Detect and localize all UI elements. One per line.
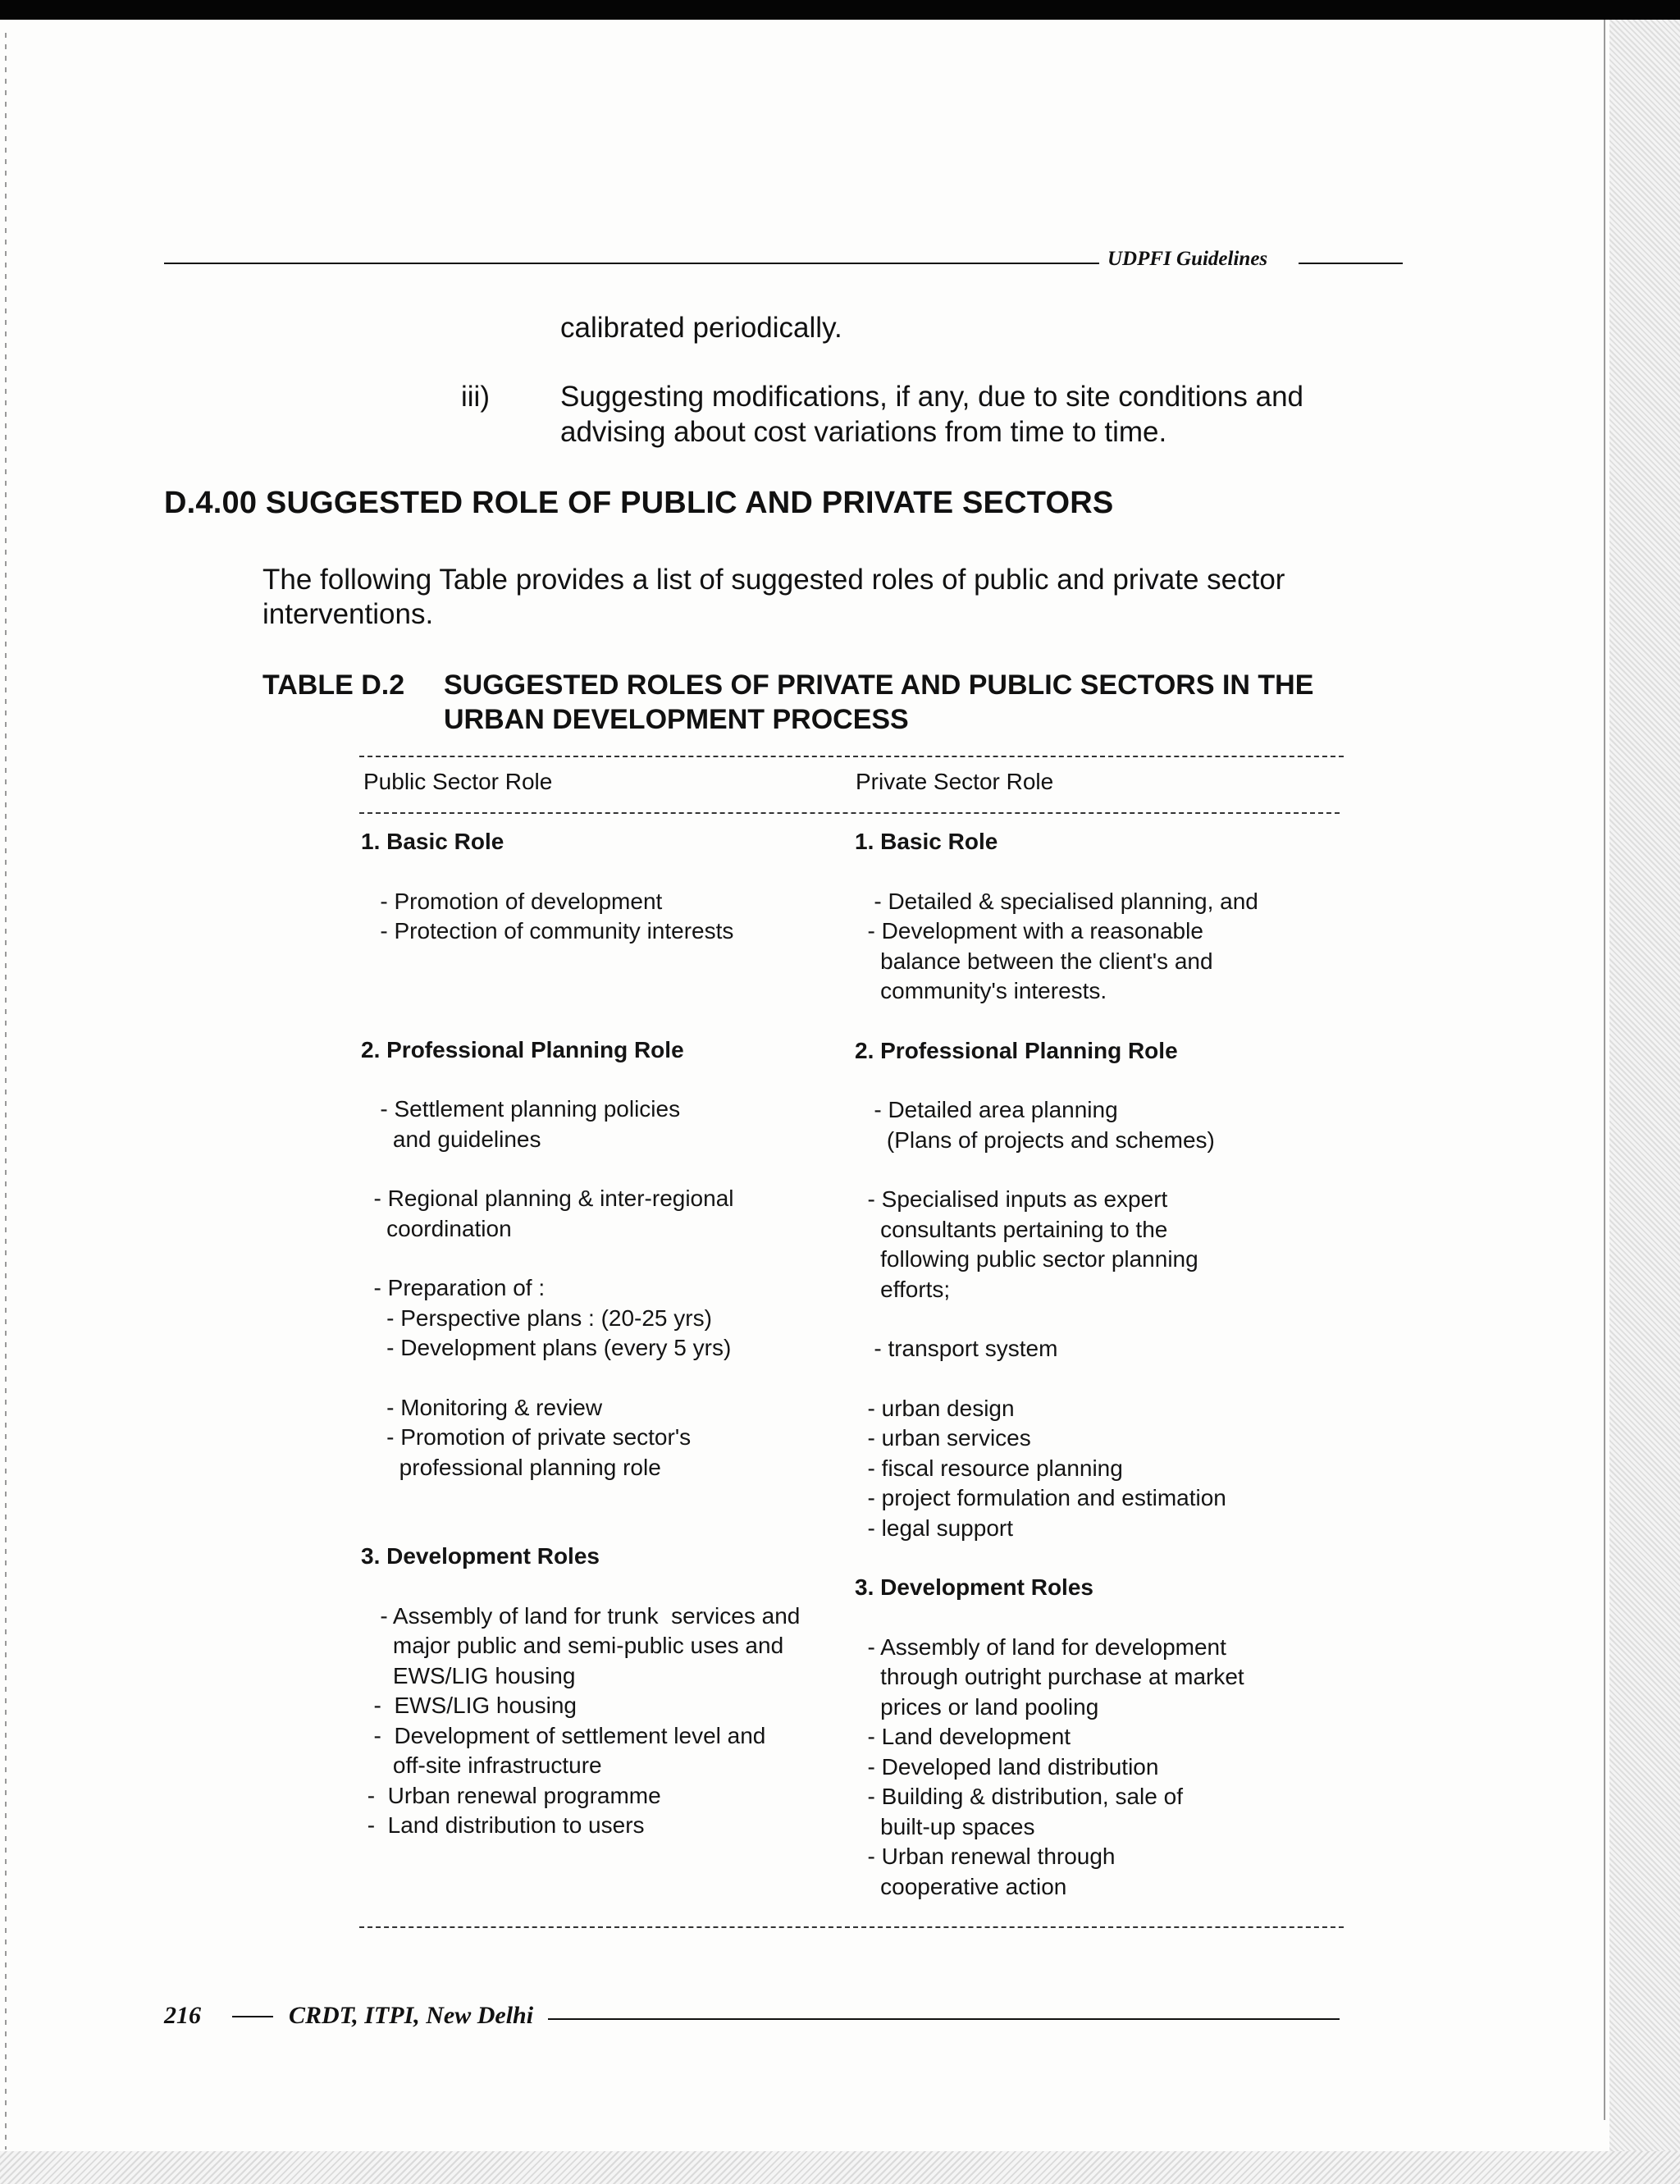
role-item: built-up spaces: [855, 1813, 1035, 1839]
role-item: - fiscal resource planning: [855, 1455, 1123, 1481]
row-spacer: [855, 1066, 1258, 1095]
role-item: - Settlement planning policies: [361, 1096, 681, 1122]
scan-bottom-noise: [0, 2151, 1680, 2184]
role-item: - EWS/LIG housing: [361, 1693, 577, 1718]
row-spacer: [361, 1006, 800, 1035]
role-item: - Development with a reasonable: [855, 918, 1203, 944]
list-item-iii-line2: advising about cost variations from time to time.: [560, 416, 1167, 448]
table-title-line2: URBAN DEVELOPMENT PROCESS: [444, 704, 909, 735]
row-spacer: [361, 857, 800, 887]
list-marker-iii: iii): [461, 381, 490, 413]
role-item: - Protection of community interests: [361, 918, 734, 944]
row-spacer: [361, 1244, 800, 1273]
role-item: - Urban renewal programme: [361, 1782, 661, 1808]
role-item: major public and semi-public uses and: [361, 1633, 784, 1658]
role-heading: 2. Professional Planning Role: [855, 1037, 1178, 1063]
scan-right-noise: [1609, 20, 1680, 2184]
section-paragraph-line1: The following Table provides a list of suggested roles of public and private sector: [262, 564, 1285, 596]
section-heading: D.4.00 SUGGESTED ROLE OF PUBLIC AND PRIVATE SECTORS: [164, 486, 1114, 520]
row-spacer: [361, 1572, 800, 1601]
role-item: - project formulation and estimation: [855, 1485, 1226, 1510]
role-item: - Developed land distribution: [855, 1753, 1159, 1780]
row-spacer: [855, 1155, 1258, 1185]
role-item: - Detailed & specialised planning, and: [855, 888, 1258, 914]
role-item: - Perspective plans : (20-25 yrs): [361, 1304, 712, 1331]
role-item: - Development plans (every 5 yrs): [361, 1335, 732, 1360]
role-item: prices or land pooling: [855, 1693, 1099, 1720]
header-rule-left: [164, 263, 1099, 264]
row-spacer: [361, 1364, 800, 1393]
column-header-private: Private Sector Role: [856, 769, 1054, 794]
role-item: - Promotion of development: [361, 888, 663, 914]
role-item: consultants pertaining to the: [855, 1216, 1168, 1242]
row-spacer: [361, 947, 800, 976]
role-item: balance between the client's and: [855, 948, 1213, 974]
role-item: - transport system: [855, 1336, 1058, 1361]
role-item: efforts;: [855, 1276, 951, 1302]
header-rule-right: [1299, 263, 1403, 264]
role-item: and guidelines: [361, 1126, 541, 1152]
footer-dash: [232, 2016, 273, 2017]
role-item: (Plans of projects and schemes): [855, 1126, 1215, 1153]
role-item: - urban services: [855, 1425, 1031, 1451]
role-item: - Promotion of private sector's: [361, 1424, 692, 1450]
private-sector-column: [855, 827, 1258, 1902]
role-item: - urban design: [855, 1395, 1015, 1421]
row-spacer: [361, 976, 800, 1006]
footer-publisher: CRDT, ITPI, New Delhi: [289, 2002, 534, 2029]
role-item: - Land development: [855, 1724, 1071, 1749]
row-spacer: [855, 1603, 1258, 1633]
table-rule-header: [359, 812, 1340, 814]
role-item: EWS/LIG housing: [361, 1662, 576, 1688]
role-item: through outright purchase at market: [855, 1664, 1244, 1689]
page-right-edge: [1604, 20, 1605, 2120]
row-spacer: [361, 1065, 800, 1094]
footer-rule: [548, 2018, 1340, 2020]
role-item: - Assembly of land for trunk services and: [361, 1602, 801, 1629]
scan-left-edge: [5, 33, 7, 2150]
table-label: TABLE D.2: [262, 669, 405, 701]
row-spacer: [855, 857, 1258, 887]
role-item: - Assembly of land for development: [855, 1633, 1226, 1660]
row-spacer: [855, 1007, 1258, 1036]
table-title-line1: SUGGESTED ROLES OF PRIVATE AND PUBLIC SECTORS IN THE: [444, 669, 1314, 701]
role-item: - Building & distribution, sale of: [855, 1784, 1183, 1809]
scan-top-border: [0, 0, 1680, 20]
role-item: following public sector planning: [855, 1246, 1198, 1272]
continuation-line: calibrated periodically.: [560, 312, 842, 344]
role-item: - Specialised inputs as expert: [855, 1186, 1168, 1212]
running-header: UDPFI Guidelines: [1107, 248, 1268, 270]
role-item: - Monitoring & review: [361, 1394, 603, 1420]
role-item: coordination: [361, 1215, 512, 1241]
role-item: off-site infrastructure: [361, 1752, 602, 1778]
role-item: - Urban renewal through: [855, 1844, 1116, 1869]
role-item: - Development of settlement level and: [361, 1722, 766, 1748]
role-heading: 1. Basic Role: [855, 829, 998, 854]
column-header-public: Public Sector Role: [363, 769, 553, 794]
row-spacer: [361, 1154, 800, 1184]
table-rule-bottom: [359, 1926, 1344, 1928]
role-item: - Detailed area planning: [855, 1097, 1118, 1122]
public-sector-column: [361, 827, 800, 1841]
section-paragraph-line2: interventions.: [262, 598, 434, 630]
role-heading: 2. Professional Planning Role: [361, 1036, 684, 1062]
page-number: 216: [164, 2002, 201, 2029]
row-spacer: [361, 1483, 800, 1512]
role-item: cooperative action: [855, 1873, 1067, 1899]
role-heading: 3. Development Roles: [855, 1574, 1093, 1600]
role-item: - Preparation of :: [361, 1275, 546, 1300]
list-item-iii-line1: Suggesting modifications, if any, due to site conditions and: [560, 381, 1304, 413]
row-spacer: [361, 1512, 800, 1542]
role-heading: 1. Basic Role: [361, 829, 504, 854]
role-heading: 3. Development Roles: [361, 1543, 600, 1569]
row-spacer: [855, 1543, 1258, 1573]
role-item: professional planning role: [361, 1454, 661, 1480]
role-item: community's interests.: [855, 978, 1107, 1003]
role-item: - Land distribution to users: [361, 1812, 645, 1838]
role-item: - legal support: [855, 1515, 1013, 1541]
row-spacer: [855, 1304, 1258, 1334]
table-rule-top: [359, 756, 1344, 757]
role-item: - Regional planning & inter-regional: [361, 1186, 734, 1211]
row-spacer: [855, 1364, 1258, 1394]
